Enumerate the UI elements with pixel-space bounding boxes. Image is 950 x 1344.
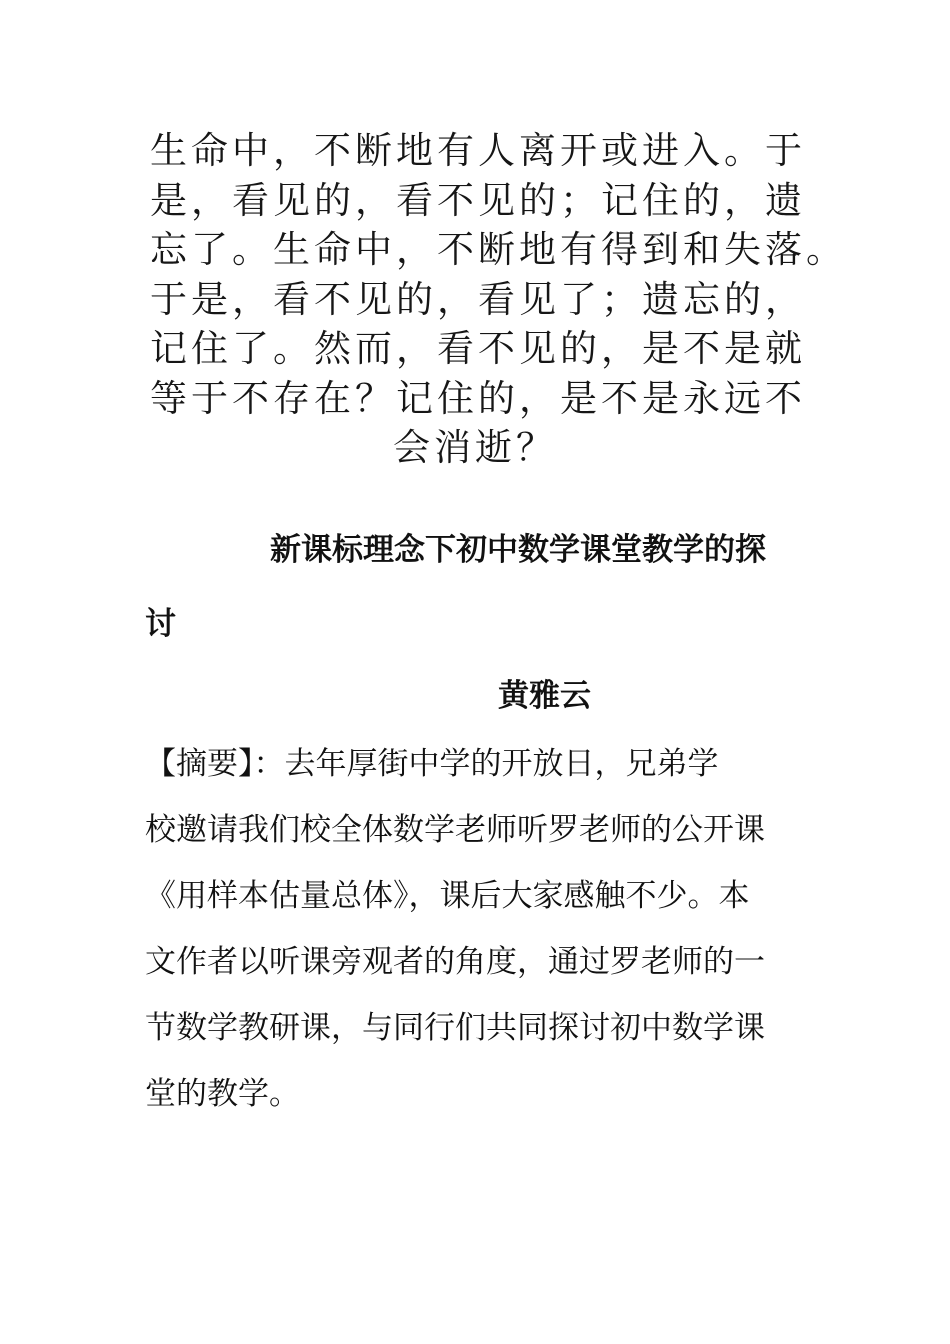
article-title bbox=[145, 528, 805, 676]
abstract-line: 文作者以听课旁观者的角度，通过罗老师的一 bbox=[145, 944, 765, 980]
poem-paragraph bbox=[150, 126, 847, 473]
poem-line: 忘了。生命中，不断地有得到和失落。 bbox=[150, 228, 847, 271]
abstract-line: 堂的教学。 bbox=[145, 1076, 300, 1112]
abstract-line: 《用样本估量总体》，课后大家感触不少。本 bbox=[145, 878, 750, 914]
poem-line: 于是，看不见的，看见了；遗忘的， bbox=[150, 277, 806, 321]
abstract-line: 【摘要】：去年厚街中学的开放日，兄弟学 bbox=[145, 746, 719, 782]
abstract-line: 节数学教研课，与同行们共同探讨初中数学课 bbox=[145, 1010, 765, 1046]
abstract-line: 校邀请我们校全体数学老师听罗老师的公开课 bbox=[145, 812, 765, 848]
poem-line: 生命中，不断地有人离开或进入。于 bbox=[150, 129, 806, 172]
abstract-paragraph bbox=[145, 742, 805, 1138]
author-name: 黄雅云 bbox=[498, 678, 591, 714]
title-line: 讨 bbox=[145, 606, 176, 642]
poem-line: 是，看见的，看不见的；记住的，遗 bbox=[150, 178, 806, 222]
poem-line: 记住了。然而，看不见的，是不是就 bbox=[150, 327, 806, 370]
poem-line: 会消逝？ bbox=[393, 426, 557, 469]
poem-line: 等于不存在？记住的，是不是永远不 bbox=[150, 376, 806, 420]
title-line: 新课标理念下初中数学课堂教学的探 bbox=[270, 532, 766, 568]
